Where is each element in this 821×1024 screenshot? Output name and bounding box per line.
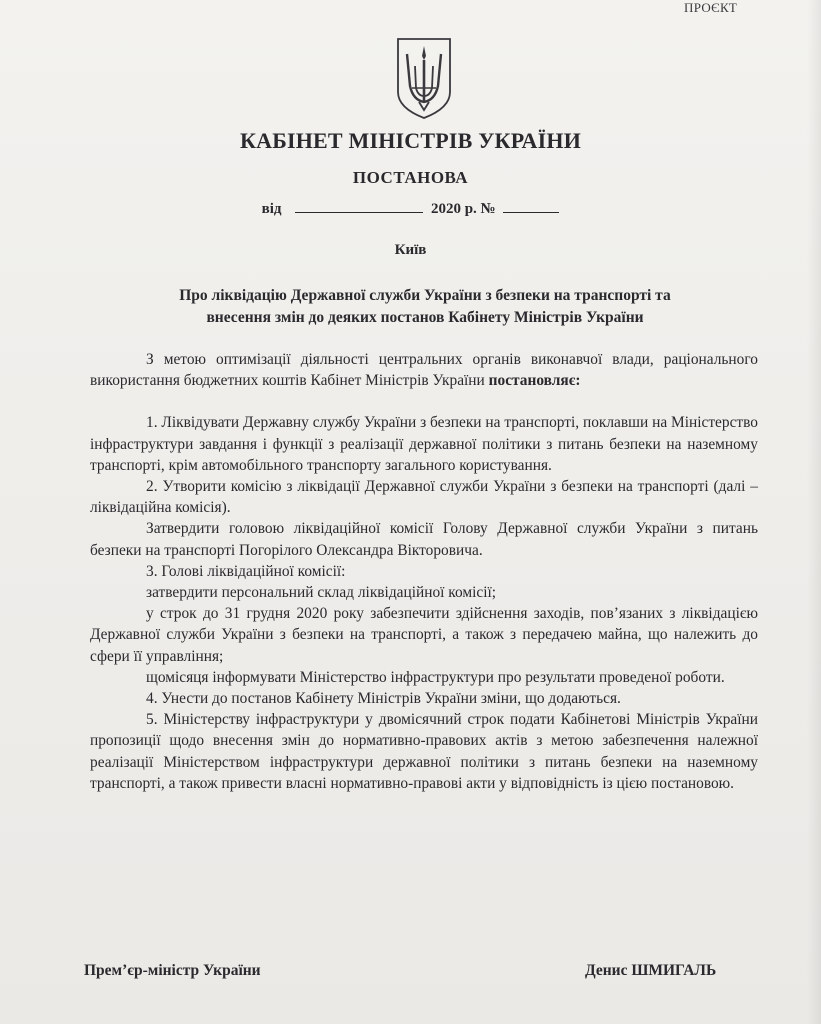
draft-label: ПРОЄКТ — [684, 0, 738, 15]
preamble-resolves: постановляє: — [488, 372, 581, 390]
body-paragraph: щомісяця інформувати Міністерство інфраструктури про результати проведеної роботи. — [146, 668, 725, 686]
decree-title — [80, 285, 770, 329]
date-blank-field — [295, 200, 423, 213]
preamble-paragraph — [90, 349, 758, 391]
body-paragraph: Затвердити головою ліквідаційної комісії Голову Державної служби України з питань безпеки на транспорті Погорілого Олександра Вікторовича. — [90, 520, 758, 559]
decree-title-line-2: внесення змін до деяких постанов Кабінету Міністрів України — [206, 309, 644, 326]
preamble-text: З метою оптимізації діяльності центральних органів виконавчої влади, раціонального використання бюджетних коштів Кабінет Міністрів України — [90, 351, 758, 390]
date-line — [0, 200, 821, 218]
body-paragraph: 4. Унести до постанов Кабінету Міністрів України зміни, що додаються. — [146, 690, 621, 708]
body-paragraph: 5. Міністерству інфраструктури у двомісячний строк подати Кабінетові Міністрів України пропозиції щодо внесення змін до нормативно-правових актів з метою забезпечення належної реалізації Міністерством інфраструктури державної політики з питань безпеки на наземному транспорті, а також привести власні нормативно-правові акти у відповідність із цією постановою. — [90, 711, 758, 792]
city: Київ — [394, 242, 427, 258]
date-prefix: від — [261, 201, 282, 217]
body-paragraph: 3. Голові ліквідаційної комісії: — [146, 562, 346, 580]
number-blank-field — [503, 200, 559, 213]
body-paragraph: у строк до 31 грудня 2020 року забезпечити здійснення заходів, пов’язаних з ліквідацією Державної служби України з безпеки на транспорті, а також з передачею майна, що належить до сфери її управління; — [90, 605, 758, 665]
document-type-heading: ПОСТАНОВА — [352, 168, 469, 187]
date-year: 2020 р. № — [430, 201, 496, 217]
body-paragraph: 2. Утворити комісію з ліквідації Державної служби України з безпеки на транспорті (далі – ліквідаційна комісія). — [90, 478, 758, 517]
body-paragraph: 1. Ліквідувати Державну службу України з безпеки на транспорті, поклавши на Міністерство інфраструктури завдання і функції з реалізації державної політики з питань безпеки на наземному транспорті, крім автомобільного транспорту загального користування. — [90, 414, 758, 474]
body-paragraph: затвердити персональний склад ліквідаційної комісії; — [146, 584, 497, 602]
decree-body — [90, 349, 758, 794]
signatory-name: Денис ШМИГАЛЬ — [585, 962, 717, 979]
decree-title-line-1: Про ліквідацію Державної служби України з безпеки на транспорті та — [179, 287, 671, 304]
signatory-title: Прем’єр-міністр України — [84, 962, 261, 979]
trident-coat-of-arms-icon — [395, 36, 453, 120]
issuer-heading: КАБІНЕТ МІНІСТРІВ УКРАЇНИ — [239, 128, 582, 153]
